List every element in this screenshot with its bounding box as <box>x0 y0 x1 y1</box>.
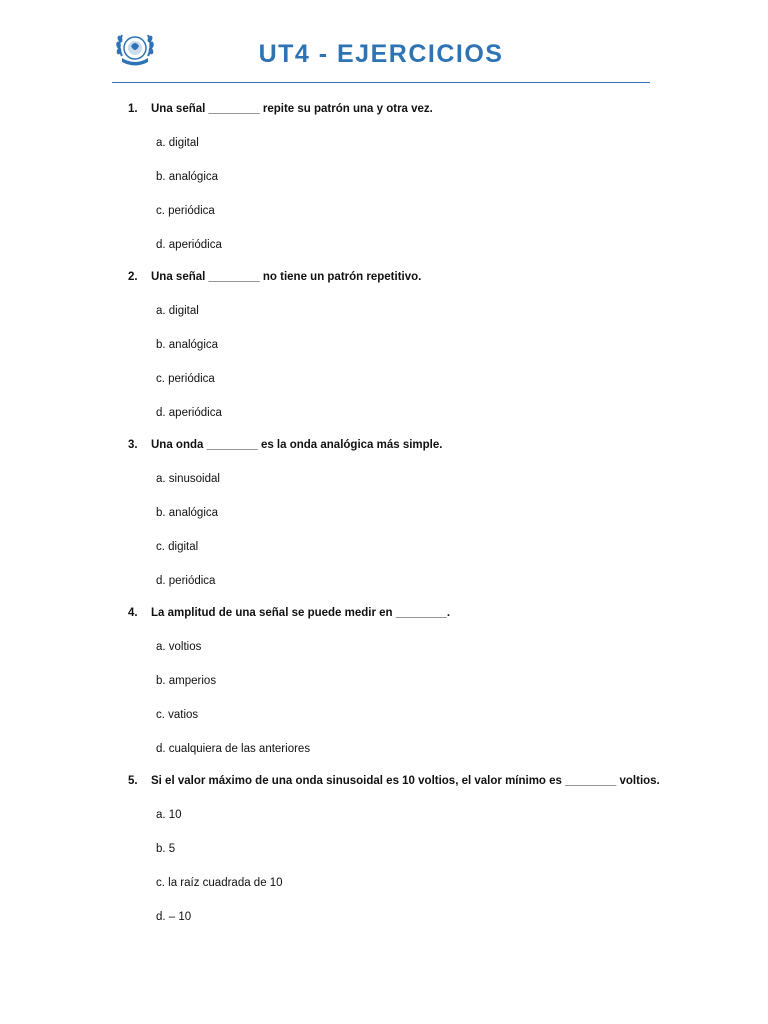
answer-option: b. amperios <box>156 675 217 687</box>
question-2 <box>128 268 688 422</box>
answer-option: d. aperiódica <box>156 407 222 419</box>
answer-option: c. periódica <box>156 205 215 217</box>
question-text: Una onda ________ es la onda analógica más simple. <box>151 439 443 451</box>
question-4 <box>128 604 688 758</box>
answer-option: b. analógica <box>156 171 219 183</box>
question-number: 3. <box>128 439 138 451</box>
answer-option: c. vatios <box>156 709 199 721</box>
page-header <box>112 24 650 83</box>
question-text: Si el valor máximo de una onda sinusoidal es 10 voltios, el valor mínimo es ________ voltios. <box>151 775 660 787</box>
answer-option: b. 5 <box>156 843 176 855</box>
question-text: La amplitud de una señal se puede medir en ________. <box>151 607 451 619</box>
question-prompt <box>128 772 688 790</box>
question-number: 1. <box>128 103 138 115</box>
question-prompt <box>128 604 688 622</box>
question-prompt <box>128 268 688 286</box>
answer-option: a. sinusoidal <box>156 473 220 485</box>
answer-option: a. digital <box>156 305 199 317</box>
question-5 <box>128 772 688 926</box>
question-number: 5. <box>128 775 138 787</box>
question-prompt <box>128 100 688 118</box>
answer-option: c. periódica <box>156 373 215 385</box>
question-1 <box>128 100 688 254</box>
question-list <box>128 100 688 940</box>
answer-option: c. digital <box>156 541 199 553</box>
question-prompt <box>128 436 688 454</box>
question-number: 2. <box>128 271 138 283</box>
answer-option: a. 10 <box>156 809 182 821</box>
question-text: Una señal ________ repite su patrón una y otra vez. <box>151 103 433 115</box>
question-3 <box>128 436 688 590</box>
question-text: Una señal ________ no tiene un patrón repetitivo. <box>151 271 422 283</box>
question-number: 4. <box>128 607 138 619</box>
answer-option: b. analógica <box>156 507 219 519</box>
page-title: UT4 - EJERCICIOS <box>258 40 504 68</box>
answer-option: a. digital <box>156 137 199 149</box>
answer-option: c. la raíz cuadrada de 10 <box>156 877 283 889</box>
answer-option: b. analógica <box>156 339 219 351</box>
answer-option: a. voltios <box>156 641 202 653</box>
answer-option: d. aperiódica <box>156 239 222 251</box>
answer-option: d. periódica <box>156 575 216 587</box>
answer-option: d. cualquiera de las anteriores <box>156 743 311 755</box>
answer-option: d. – 10 <box>156 911 192 923</box>
